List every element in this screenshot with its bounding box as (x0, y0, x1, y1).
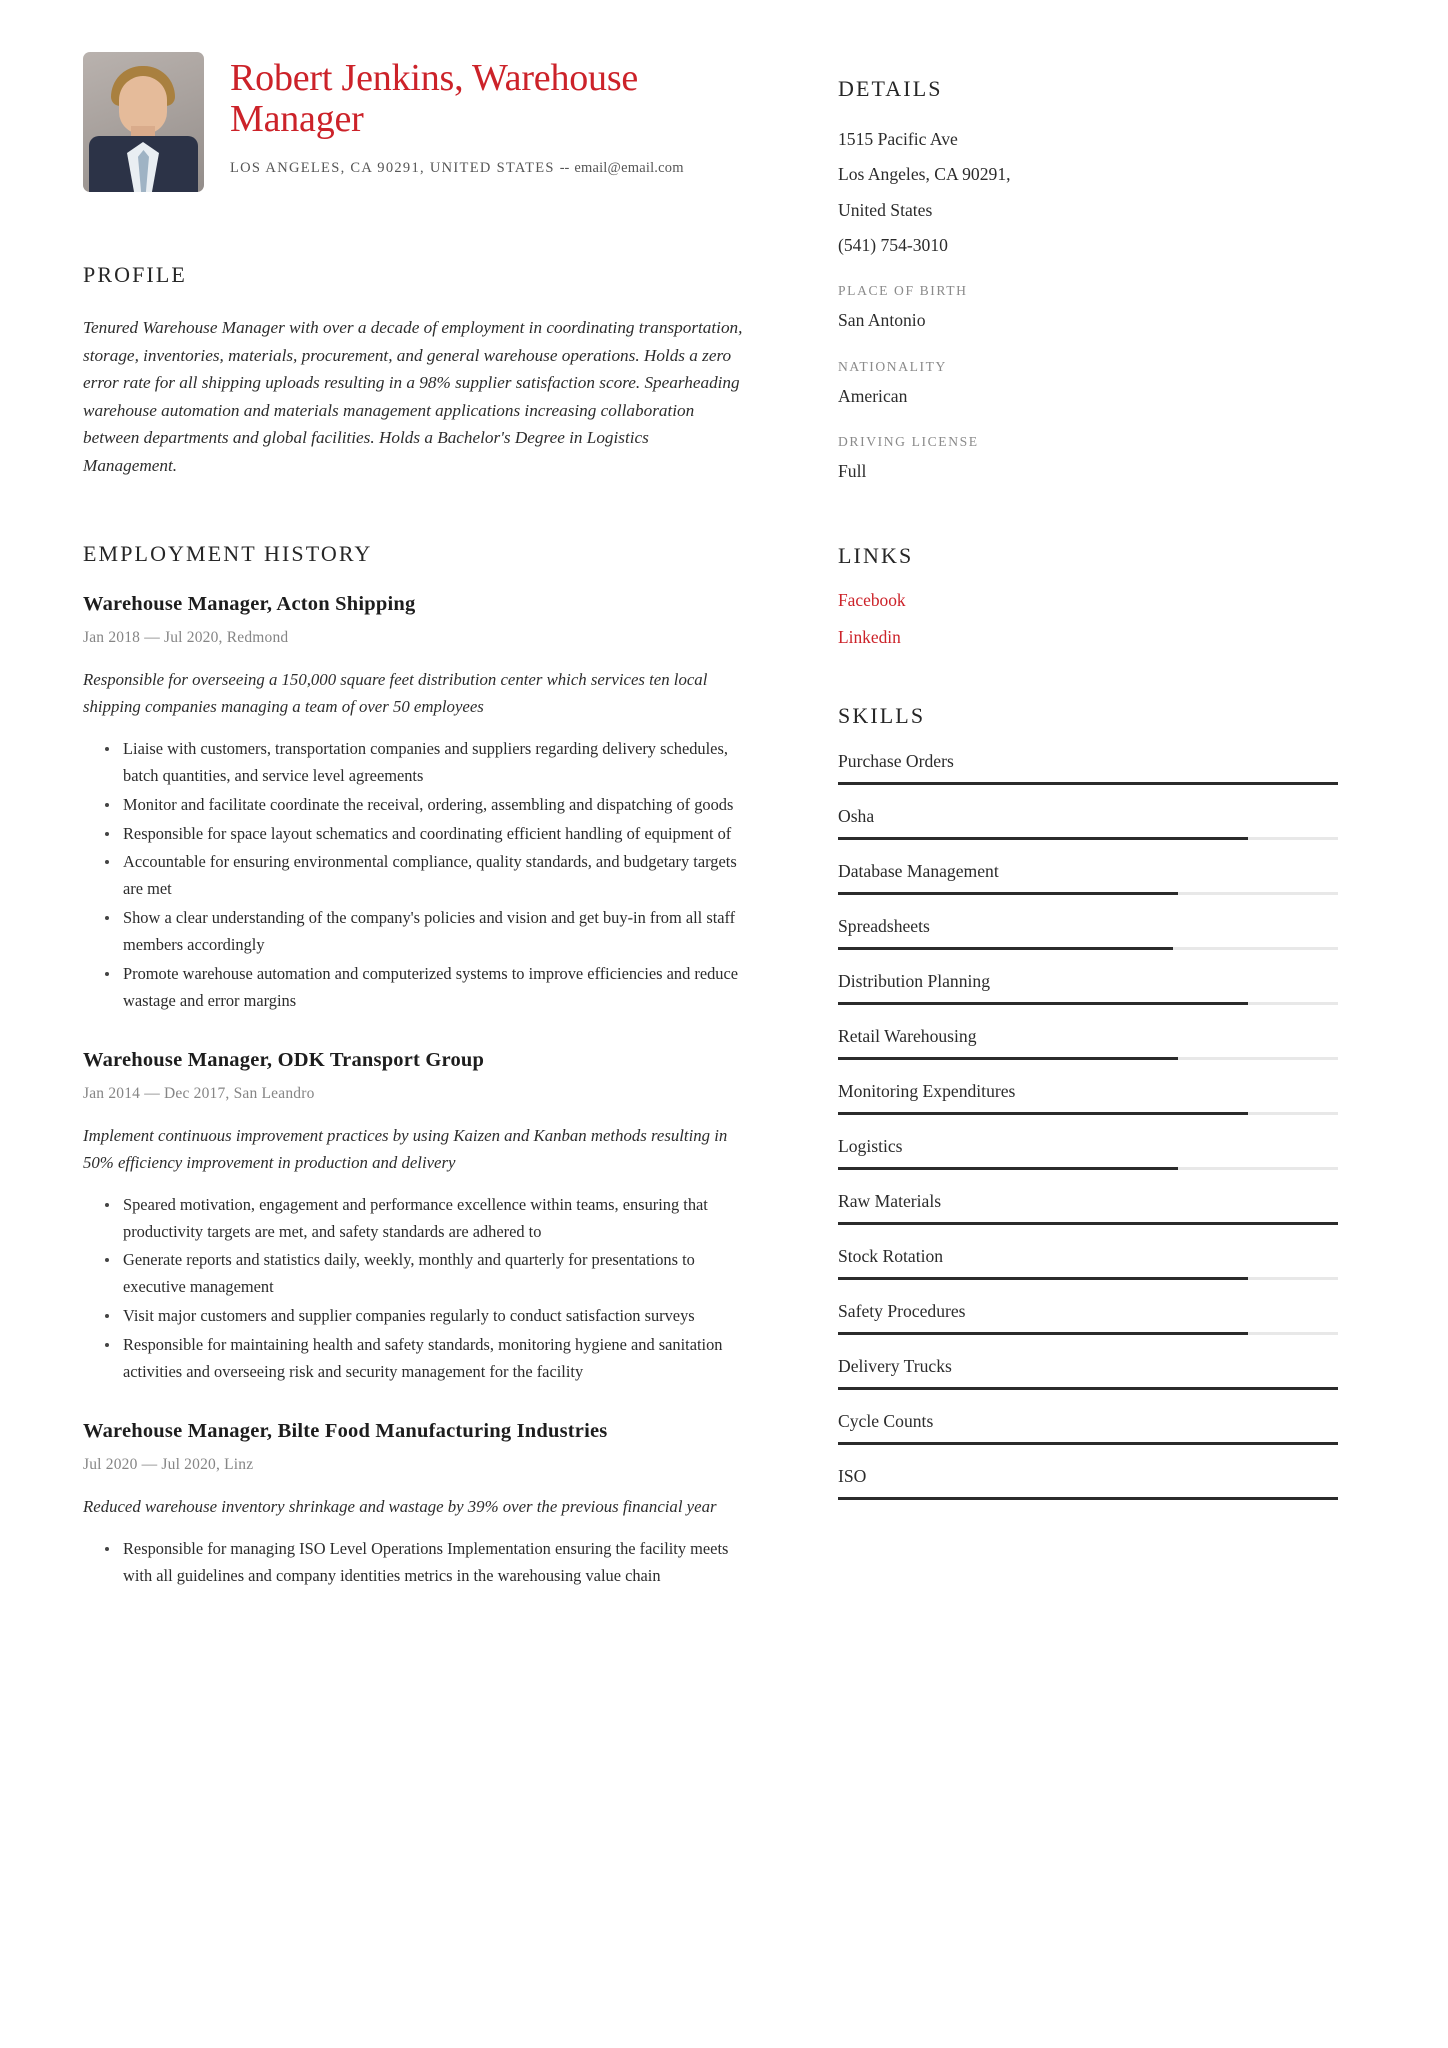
skill-name: Logistics (838, 1136, 903, 1157)
skill-level-track (838, 892, 1338, 895)
header-text-block (230, 52, 710, 181)
address-line-2: Los Angeles, CA 90291, (838, 164, 1011, 185)
job-dates: Jul 2020 — Jul 2020, Linz (83, 1456, 254, 1473)
driving-license-label: DRIVING LICENSE (838, 433, 979, 449)
profile-heading: PROFILE (83, 262, 187, 287)
skill-level-fill (838, 1167, 1178, 1170)
skill-level-fill (838, 1277, 1248, 1280)
profile-text: Tenured Warehouse Manager with over a decade of employment in coordinating transportation, storage, inventories, materials, procurement, and general warehouse operations. Holds a zero error rate for all shipping uploads resulting in a 98% supplier satisfaction score. Spearheading warehouse automation and materials management applications increasing collaboration between departments and global facilities. Holds a Bachelor's Degree in Logistics Management. (83, 318, 743, 475)
skill-level-track (838, 1277, 1338, 1280)
job-title: Warehouse Manager, Bilte Food Manufacturing Industries (83, 1420, 608, 1442)
job-dates: Jan 2014 — Dec 2017, San Leandro (83, 1084, 315, 1102)
skill-name: Purchase Orders (838, 751, 954, 772)
skill-item (838, 1356, 1338, 1390)
link-facebook[interactable]: Facebook (838, 590, 906, 611)
skill-name: Retail Warehousing (838, 1026, 977, 1047)
job-bullet: Visit major customers and supplier companies regularly to conduct satisfaction surveys (83, 1303, 760, 1330)
job-bullet: Speared motivation, engagement and performance excellence within teams, ensuring that productivity targets are met, and safety standards are adhered to (83, 1192, 760, 1246)
contact-email[interactable]: email@email.com (574, 160, 684, 177)
skill-level-track (838, 1497, 1338, 1500)
skill-name: Distribution Planning (838, 971, 990, 992)
nationality-value: American (838, 385, 908, 406)
skill-level-fill (838, 782, 1338, 785)
job-bullet: Generate reports and statistics daily, weekly, monthly and quarterly for presentations to executive management (83, 1247, 760, 1301)
skill-name: Cycle Counts (838, 1411, 934, 1432)
links-heading: LINKS (838, 543, 914, 569)
skill-item (838, 916, 1338, 950)
skill-name: Raw Materials (838, 1191, 942, 1212)
employment-list (83, 593, 760, 1590)
skill-item (838, 1081, 1338, 1115)
section-links (838, 543, 1338, 647)
job-summary: Implement continuous improvement practices by using Kaizen and Kanban methods resulting in 50% efficiency improvement in production and delivery (83, 1125, 728, 1172)
job-bullet: Liaise with customers, transportation companies and suppliers regarding delivery schedules, batch quantities, and service level agreements (83, 736, 760, 790)
skill-name: Database Management (838, 861, 999, 882)
job-bullet: Show a clear understanding of the company's policies and vision and get buy-in from all staff members accordingly (83, 905, 760, 959)
skill-level-track (838, 1002, 1338, 1005)
skill-level-track (838, 947, 1338, 950)
skill-level-fill (838, 1497, 1338, 1500)
job-bullet-list (83, 1536, 760, 1590)
skill-item (838, 861, 1338, 895)
job-dates: Jan 2018 — Jul 2020, Redmond (83, 629, 289, 647)
phone-number[interactable]: (541) 754-3010 (838, 234, 948, 255)
address-block (838, 124, 1338, 261)
skill-name: ISO (838, 1466, 867, 1487)
driving-license-value: Full (838, 460, 867, 481)
skill-item (838, 751, 1338, 785)
skill-level-track (838, 782, 1338, 785)
job-bullet-list (83, 736, 760, 1015)
nationality-label: NATIONALITY (838, 358, 947, 374)
job-bullet: Accountable for ensuring environmental compliance, quality standards, and budgetary targets are met (83, 849, 760, 903)
skill-level-track (838, 1167, 1338, 1170)
skill-name: Osha (838, 806, 875, 827)
skill-name: Safety Procedures (838, 1301, 966, 1322)
skill-item (838, 971, 1338, 1005)
link-linkedin[interactable]: Linkedin (838, 627, 901, 648)
skill-name: Spreadsheets (838, 916, 930, 937)
job-entry (83, 593, 760, 1015)
skill-level-fill (838, 947, 1173, 950)
contact-location: LOS ANGELES, CA 90291, UNITED STATES (230, 160, 555, 177)
skill-level-fill (838, 1387, 1338, 1390)
skill-item (838, 1191, 1338, 1225)
sidebar-column (790, 52, 1448, 2008)
skill-name: Delivery Trucks (838, 1356, 952, 1377)
skill-level-fill (838, 1442, 1338, 1445)
skill-level-fill (838, 837, 1248, 840)
job-entry (83, 1049, 760, 1386)
section-details (838, 76, 1338, 487)
skill-level-track (838, 1442, 1338, 1445)
skills-list (838, 751, 1338, 1500)
skill-level-track (838, 1112, 1338, 1115)
avatar (83, 52, 204, 192)
job-title: Warehouse Manager, Acton Shipping (83, 593, 416, 616)
skill-item (838, 806, 1338, 840)
contact-separator: -- (559, 160, 570, 177)
skill-level-fill (838, 1057, 1178, 1060)
skill-name: Monitoring Expenditures (838, 1081, 1016, 1102)
main-column (0, 52, 790, 2008)
skill-item (838, 1466, 1338, 1500)
job-title: Warehouse Manager, ODK Transport Group (83, 1048, 485, 1071)
resume-header (83, 52, 760, 192)
employment-heading: EMPLOYMENT HISTORY (83, 541, 373, 567)
skill-level-fill (838, 1332, 1248, 1335)
section-employment (83, 541, 760, 1590)
skill-level-track (838, 837, 1338, 840)
skill-level-track (838, 1387, 1338, 1390)
skill-level-track (838, 1332, 1338, 1335)
details-heading: DETAILS (838, 76, 943, 101)
place-of-birth-label: PLACE OF BIRTH (838, 283, 968, 299)
skill-item (838, 1246, 1338, 1280)
job-bullet: Responsible for maintaining health and safety standards, monitoring hygiene and sanitation activities and overseeing risk and security management for the facility (83, 1332, 760, 1386)
address-line-3: United States (838, 199, 933, 220)
skill-name: Stock Rotation (838, 1246, 944, 1267)
skills-heading: SKILLS (838, 703, 926, 729)
job-bullet: Promote warehouse automation and computerized systems to improve efficiencies and reduce wastage and error margins (83, 961, 760, 1015)
job-bullet: Monitor and facilitate coordinate the receival, ordering, assembling and dispatching of goods (83, 792, 760, 819)
skill-level-fill (838, 1002, 1248, 1005)
skill-item (838, 1026, 1338, 1060)
job-bullet: Responsible for managing ISO Level Operations Implementation ensuring the facility meets with all guidelines and company identities metrics in the warehousing value chain (83, 1536, 760, 1590)
skill-item (838, 1411, 1338, 1445)
section-profile (83, 262, 760, 479)
skill-level-track (838, 1057, 1338, 1060)
page-title: Robert Jenkins, Warehouse Manager (230, 57, 639, 141)
address-line-1: 1515 Pacific Ave (838, 129, 958, 149)
skill-level-fill (838, 1112, 1248, 1115)
job-bullet: Responsible for space layout schematics and coordinating efficient handling of equipment of (83, 821, 760, 848)
section-skills (838, 703, 1338, 1500)
job-summary: Reduced warehouse inventory shrinkage and wastage by 39% over the previous financial year (83, 1497, 717, 1516)
skill-level-track (838, 1222, 1338, 1225)
links-list (838, 591, 1338, 647)
place-of-birth-value: San Antonio (838, 310, 926, 331)
skill-item (838, 1136, 1338, 1170)
skill-level-fill (838, 892, 1178, 895)
job-bullet-list (83, 1192, 760, 1386)
job-entry (83, 1420, 760, 1590)
skill-level-fill (838, 1222, 1338, 1225)
job-summary: Responsible for overseeing a 150,000 square feet distribution center which services ten local shipping companies managing a team of over 50 employees (83, 670, 708, 716)
skill-item (838, 1301, 1338, 1335)
contact-line (230, 156, 700, 181)
